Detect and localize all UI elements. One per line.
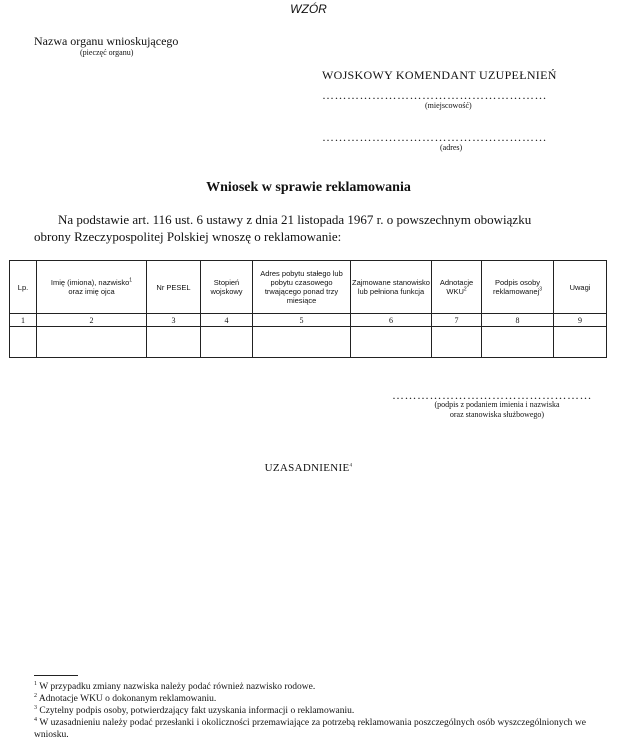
column-number: 6 — [351, 314, 432, 327]
place-dotted-line: ……………………………………………… — [322, 88, 547, 102]
intro-line-2: obrony Rzeczypospolitej Polskiej wnoszę o reklamowanie: — [34, 229, 342, 244]
table-cell[interactable] — [253, 327, 351, 358]
intro-line-1: Na podstawie art. 116 ust. 6 ustawy z dnia 21 listopada 1967 r. o powszechnym obowiązku — [58, 212, 532, 227]
column-number: 7 — [432, 314, 482, 327]
table-number-row — [10, 314, 607, 327]
table-entry-row — [10, 327, 607, 358]
signature-label — [392, 400, 602, 420]
header-pesel: Nr PESEL — [147, 261, 201, 314]
reklamowanie-table — [9, 260, 607, 358]
table-cell[interactable] — [351, 327, 432, 358]
table-cell[interactable] — [37, 327, 147, 358]
signature-dotted-line: ………………………………………… — [392, 388, 592, 402]
column-number: 9 — [554, 314, 607, 327]
address-dotted-line: ……………………………………………… — [322, 130, 547, 144]
header-remarks: Uwagi — [554, 261, 607, 314]
header-lp: Lp. — [10, 261, 37, 314]
column-number: 4 — [201, 314, 253, 327]
header-name: Imię (imiona), nazwisko$^1$ oraz imię ojca — [37, 261, 147, 314]
addressee-title: WOJSKOWY KOMENDANT UZUPEŁNIEŃ — [322, 68, 557, 82]
signature-label-line-2: oraz stanowiska służbowego) — [449, 410, 545, 419]
header-position: Zajmowane stanowisko lub pełniona funkcja — [351, 261, 432, 314]
column-number: 2 — [37, 314, 147, 327]
place-label: (miejscowość) — [425, 101, 472, 110]
table-cell[interactable] — [432, 327, 482, 358]
header-address: Adres pobytu stałego lub pobytu czasowego trwającego ponad trzy miesiące — [253, 261, 351, 314]
footnote-2: $^2$ Adnotacje WKU o dokonanym reklamowaniu. — [34, 692, 217, 704]
template-label: WZÓR — [290, 2, 327, 16]
footnote-4: $^4$ W uzasadnieniu należy podać przesłanki i okoliczności przemawiające za potrzebą reklamowania poszczególnych osób wyszczególnionych we wniosku. — [34, 716, 586, 740]
table-cell[interactable] — [201, 327, 253, 358]
column-number: 5 — [253, 314, 351, 327]
document-title: Wniosek w sprawie reklamowania — [206, 180, 411, 195]
footnote-divider — [34, 675, 78, 676]
table-header-row — [10, 261, 607, 314]
column-number: 3 — [147, 314, 201, 327]
header-rank: Stopień wojskowy — [201, 261, 253, 314]
signature-label-line-1: (podpis z podaniem imienia i nazwiska — [434, 400, 560, 409]
footnote-3: $^3$ Czytelny podpis osoby, potwierdzający fakt uzyskania informacji o reklamowaniu. — [34, 704, 355, 716]
table-cell[interactable] — [147, 327, 201, 358]
header-wku-notes: Adnotacje WKU$^2$ — [432, 261, 482, 314]
organ-name: Nazwa organu wnioskującego — [34, 34, 179, 48]
column-number: 1 — [10, 314, 37, 327]
footnotes — [34, 681, 586, 741]
address-label: (adres) — [440, 143, 463, 152]
table-cell[interactable] — [10, 327, 37, 358]
table-cell[interactable] — [554, 327, 607, 358]
header-signature: Podpis osoby reklamowanej$^3$ — [482, 261, 554, 314]
column-number: 8 — [482, 314, 554, 327]
justification-heading: UZASADNIENIE$^4$ — [264, 462, 353, 474]
table-cell[interactable] — [482, 327, 554, 358]
footnote-1: $^1$ W przypadku zmiany nazwiska należy podać również nazwisko rodowe. — [34, 680, 316, 692]
organ-stamp-label: (pieczęć organu) — [80, 48, 134, 57]
